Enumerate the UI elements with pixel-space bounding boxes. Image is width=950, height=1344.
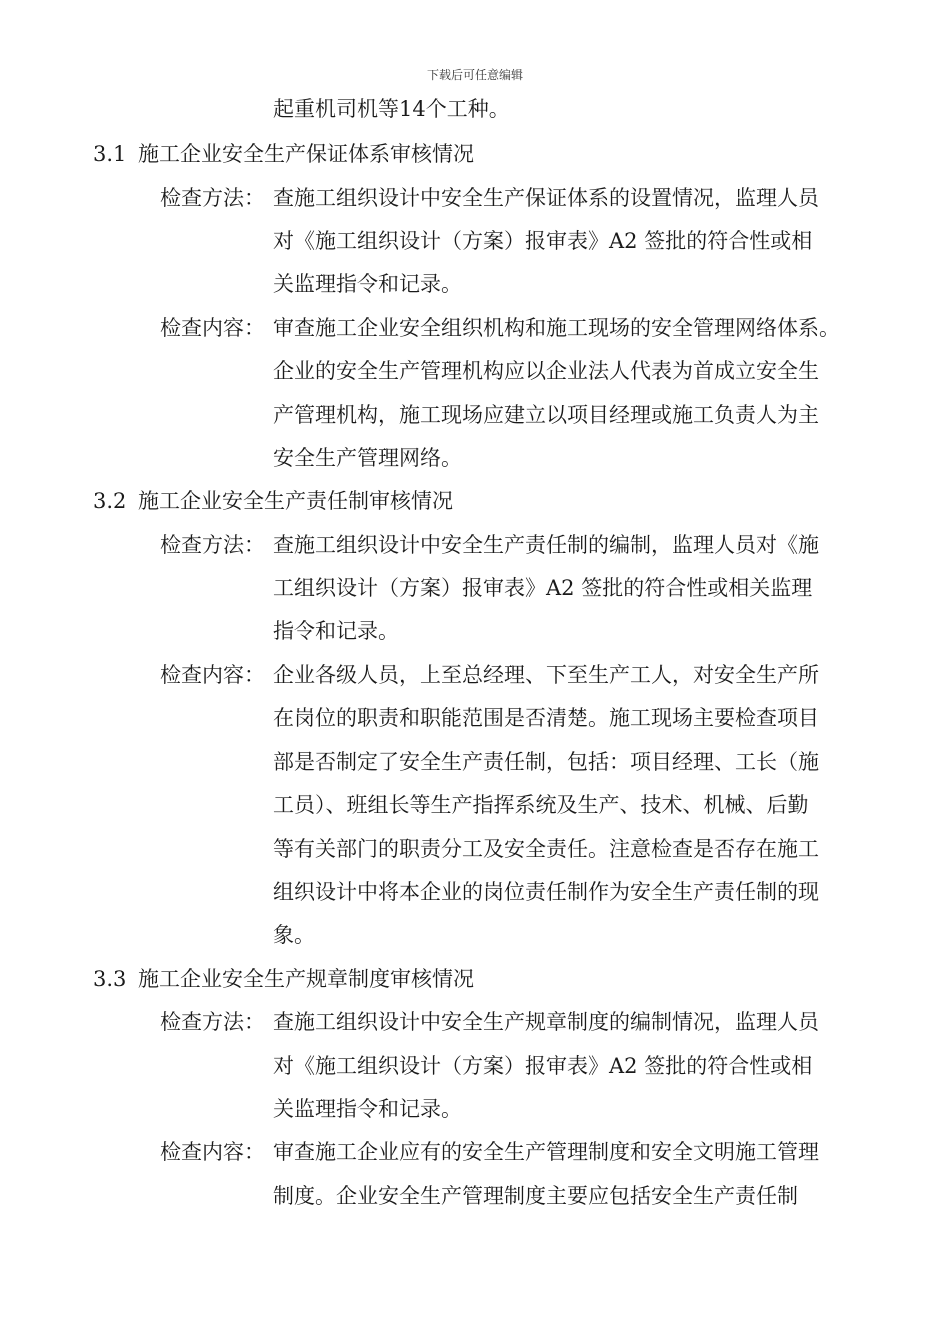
section-number: 3.2 — [93, 489, 127, 513]
method-label: 检查方法： — [160, 186, 265, 210]
content-line: 产管理机构，施工现场应建立以项目经理或施工负责人为主 — [273, 403, 819, 427]
content-line: 审查施工企业安全组织机构和施工现场的安全管理网络体系。 — [273, 316, 840, 340]
method-line: 查施工组织设计中安全生产规章制度的编制情况，监理人员 — [273, 1010, 819, 1034]
method-line: 对《施工组织设计（方案）报审表》A2 签批的符合性或相 — [273, 1054, 813, 1078]
method-line: 查施工组织设计中安全生产保证体系的设置情况，监理人员 — [273, 186, 819, 210]
section-title: 施工企业安全生产规章制度审核情况 — [138, 967, 474, 991]
section-heading — [93, 487, 453, 515]
content-line: 等有关部门的职责分工及安全责任。注意检查是否存在施工 — [273, 837, 819, 861]
intro-line: 起重机司机等14个工种。 — [273, 97, 510, 121]
page-header: 下载后可任意编辑 — [426, 68, 523, 82]
section-heading — [93, 965, 474, 993]
method-label: 检查方法： — [160, 533, 265, 557]
section-number: 3.1 — [93, 142, 127, 166]
section-number: 3.3 — [93, 967, 127, 991]
content-line: 部是否制定了安全生产责任制，包括：项目经理、工长（施 — [273, 750, 819, 774]
method-label: 检查方法： — [160, 1010, 265, 1034]
content-line: 制度。企业安全生产管理制度主要应包括安全生产责任制 — [273, 1184, 798, 1208]
method-line: 关监理指令和记录。 — [273, 272, 462, 296]
method-line: 查施工组织设计中安全生产责任制的编制，监理人员对《施 — [273, 533, 819, 557]
method-line: 对《施工组织设计（方案）报审表》A2 签批的符合性或相 — [273, 229, 813, 253]
content-label: 检查内容： — [160, 1140, 265, 1164]
content-line: 安全生产管理网络。 — [273, 446, 462, 470]
content-line: 企业的安全生产管理机构应以企业法人代表为首成立安全生 — [273, 359, 819, 383]
method-line: 指令和记录。 — [273, 619, 399, 643]
content-label: 检查内容： — [160, 316, 265, 340]
method-line: 关监理指令和记录。 — [273, 1097, 462, 1121]
section-title: 施工企业安全生产保证体系审核情况 — [138, 142, 474, 166]
section-heading — [93, 140, 474, 168]
content-line: 组织设计中将本企业的岗位责任制作为安全生产责任制的现 — [273, 880, 819, 904]
section-title: 施工企业安全生产责任制审核情况 — [138, 489, 453, 513]
content-line: 企业各级人员，上至总经理、下至生产工人，对安全生产所 — [273, 663, 819, 687]
content-line: 审查施工企业应有的安全生产管理制度和安全文明施工管理 — [273, 1140, 819, 1164]
method-line: 工组织设计（方案）报审表》A2 签批的符合性或相关监理 — [273, 576, 813, 600]
content-line: 在岗位的职责和职能范围是否清楚。施工现场主要检查项目 — [273, 706, 819, 730]
content-line: 象。 — [273, 923, 315, 947]
content-label: 检查内容： — [160, 663, 265, 687]
content-line: 工员）、班组长等生产指挥系统及生产、技术、机械、后勤 — [273, 793, 809, 817]
